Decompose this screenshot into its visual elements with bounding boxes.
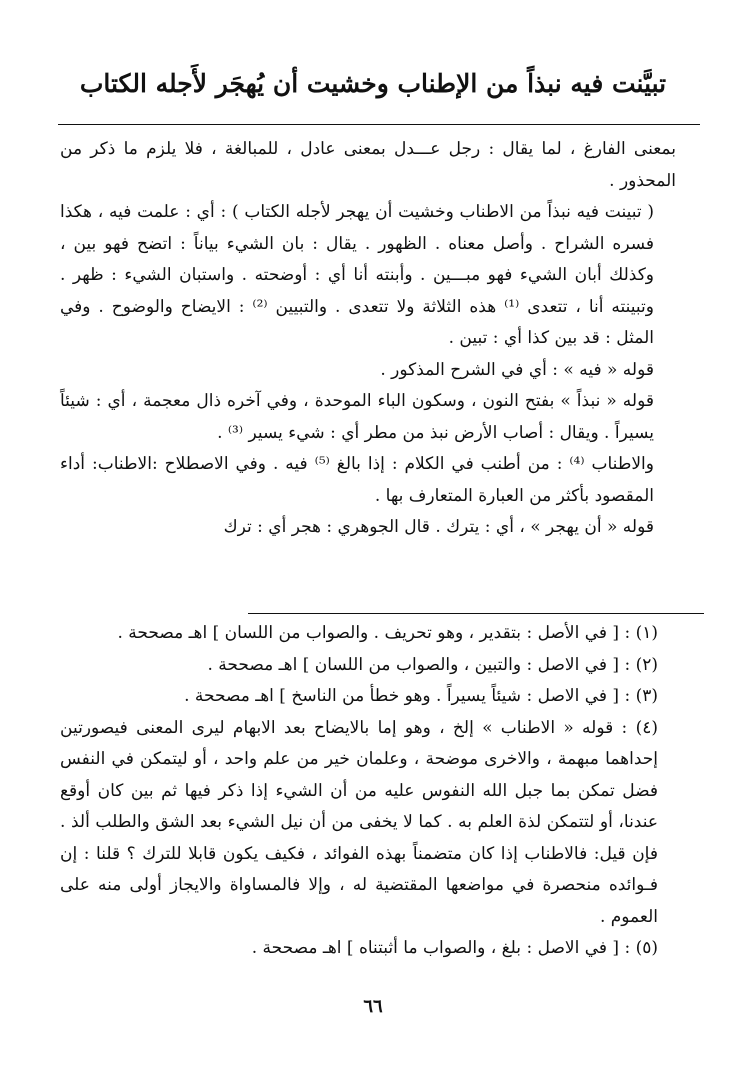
text-paragraph: قوله « فيه » : أي في الشرح المذكور .: [380, 359, 654, 380]
footnote-divider: [248, 613, 704, 614]
page-number: ٦٦: [363, 996, 383, 1017]
footnote: (٣) : [ في الاصل : شيئاً يسيراً . وهو خطأ من الناسخ ] اهـ مصححة .: [184, 686, 658, 706]
footnote: (٤) : قوله « الاطناب » إلخ ، وهو إما بالايضاح بعد الابهام ليرى المعنى فيصورتين إحداهما مبهمة ، والاخرى موضحة ، وعلمان خير من علم واحد ، أو ليتمكن في النفس فضل تمكن بما جبل الله النفوس عليه من أن الشيء إذا ذكر فيها ثم بين كان أوقع عندنا، أو لتتمكن لذة العلم به . كما لا يخفى من أن نيل الشيء بعد الشق والطلب ألذ . فإن قيل: فالاطناب إذا كان متضمناً بهذه الفوائد ، فكيف يكون قابلا للترك ؟ قلنا : إن فـوائده منحصرة في مواضعها المقتضية له ، وإلا فالمساواة والايجاز أولى منه على العموم .: [60, 717, 658, 927]
text-paragraph: قوله « نبذاً » بفتح النون ، وسكون الباء الموحدة ، وفي آخره ذال معجمة ، أي : شيئاً يسيراً . ويقال : أصاب الأرض نبذ من مطر أي : شيء يسير ⁽³⁾ .: [60, 391, 654, 443]
footnote: (٥) : [ في الاصل : بلغ ، والصواب ما أثبتناه ] اهـ مصححة .: [251, 938, 658, 958]
footnote: (١) : [ في الأصل : بتقدير ، وهو تحريف . والصواب من اللسان ] اهـ مصححة .: [117, 623, 658, 643]
main-text: [60, 134, 676, 544]
text-paragraph: قوله « أن يهجر » ، أي : يترك . قال الجوهري : هجر أي : ترك: [223, 517, 654, 537]
footnotes: [60, 618, 676, 965]
text-paragraph: ( تبينت فيه نبذاً من الاطناب وخشيت أن يهجر لأجله الكتاب ) : أي : علمت فيه ، هكذا فسره الشراح . وأصل معناه . الظهور . يقال : بان الشيء بياناً : اتضح فهو بين ، وكذلك أبان الشيء فهو مبـــين . وأبنته أنا أي : أوضحته . واستبان الشيء : ظهر . وتبينته أنا ، تتعدى ⁽¹⁾ هذه الثلاثة ولا تتعدى . والتبيين ⁽²⁾ : الايضاح والوضوح . وفي المثل : قد بين كذا أي : تبين .: [60, 202, 654, 348]
text-paragraph: بمعنى الفارغ ، لما يقال : رجل عـــدل بمعنى عادل ، للمبالغة ، فلا يلزم ما ذكر من المحذور .: [60, 139, 676, 191]
header-divider: [58, 124, 700, 125]
footnote: (٢) : [ في الاصل : والتبين ، والصواب من اللسان ] اهـ مصححة .: [207, 654, 658, 675]
text-paragraph: والاطناب ⁽⁴⁾ : من أطنب في الكلام : إذا بالغ ⁽⁵⁾ فيه . وفي الاصطلاح :الاطناب: أداء المقصود بأكثر من العبارة المتعارف بها .: [60, 454, 654, 506]
running-header: تبيَّنت فيه نبذاً من الإطناب وخشيت أن يُهجَر لأَجله الكتاب: [79, 69, 667, 98]
